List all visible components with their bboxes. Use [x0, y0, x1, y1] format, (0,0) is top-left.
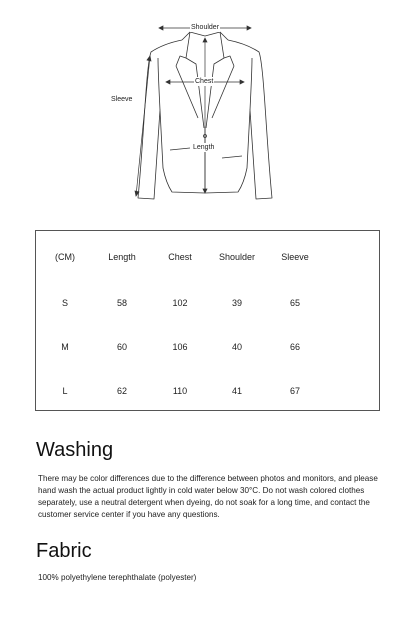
shoulder-label: Shoulder [191, 24, 220, 31]
table-cell-shoulder: 40 [231, 342, 242, 352]
table-header-length: Length [108, 252, 136, 262]
table-cell-length: 62 [116, 386, 127, 396]
table-cell-chest: 106 [172, 342, 188, 352]
table-header-unit: (CM) [55, 252, 75, 262]
table-cell-chest: 110 [172, 386, 188, 396]
sleeve-label: Sleeve [111, 96, 133, 103]
table-cell-size: L [62, 386, 68, 396]
table-cell-sleeve: 65 [289, 298, 300, 308]
washing-text: There may be color differences due to the difference between photos and monitors, and please hand wash the actual product lightly in cold water below 30°C. Do not wash colored clothes separately, use a neutral detergent when dyeing, do not soak for a long time, and contact the customer service center if you have any questions. [38, 474, 378, 519]
table-cell-sleeve: 66 [289, 342, 300, 352]
table-cell-sleeve: 67 [289, 386, 300, 396]
table-cell-chest: 102 [172, 298, 188, 308]
table-header-sleeve: Sleeve [281, 252, 309, 262]
table-header-shoulder: Shoulder [218, 252, 256, 262]
table-cell-size: S [61, 298, 68, 308]
table-cell-length: 60 [116, 342, 127, 352]
table-header-chest: Chest [168, 252, 192, 262]
jacket-measurement-diagram [0, 0, 416, 215]
length-label: Length [193, 144, 215, 151]
chest-label: Chest [195, 78, 214, 85]
table-cell-shoulder: 41 [231, 386, 242, 396]
fabric-title: Fabric [36, 540, 92, 562]
jacket-illustration [0, 0, 416, 215]
table-cell-shoulder: 39 [231, 298, 242, 308]
table-cell-length: 58 [116, 298, 127, 308]
washing-title: Washing [36, 439, 114, 461]
size-table [35, 230, 380, 411]
fabric-text: 100% polyethylene terephthalate (polyester) [38, 573, 197, 582]
table-cell-size: M [61, 342, 69, 352]
